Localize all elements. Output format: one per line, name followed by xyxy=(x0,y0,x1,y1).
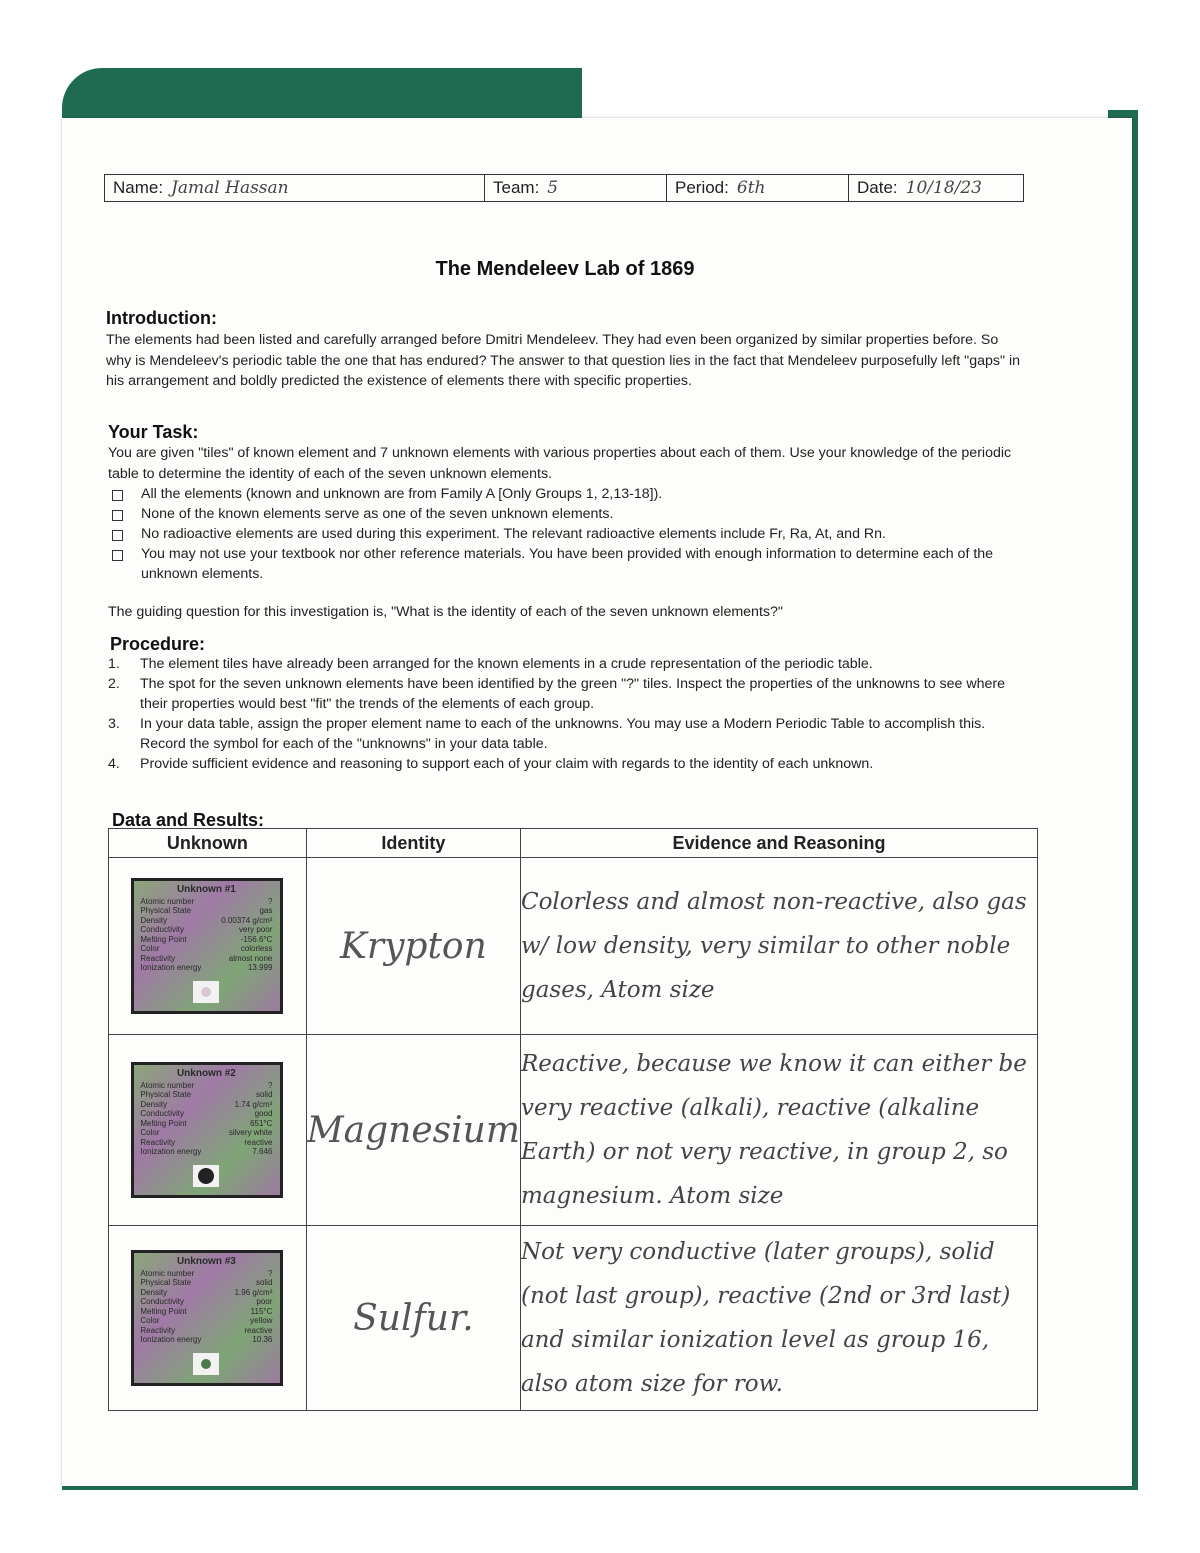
identity-cell: Sulfur. xyxy=(306,1226,520,1411)
tile-property: Melting Point 651°C xyxy=(140,1118,273,1128)
tile-property: Density 1.74 g/cm³ xyxy=(140,1099,273,1109)
element-tile xyxy=(131,878,283,1014)
list-item: 2. The spot for the seven unknown elements have been identified by the green "?" tiles. Inspect the properties of the unknowns to see where their properties would best "fit" the trends of the elements of each group. xyxy=(108,676,1006,712)
list-item: You may not use your textbook nor other reference materials. You have been provided with enough information to determine each of the unknown elements. xyxy=(108,544,1020,584)
tile-title: Unknown #2 xyxy=(176,1068,236,1080)
procedure-list xyxy=(108,654,1026,774)
date-label: Date: xyxy=(857,178,898,197)
checkbox-icon xyxy=(112,510,123,521)
tile-property: Atomic number ? xyxy=(140,1268,273,1278)
sample-photo xyxy=(193,1165,219,1187)
team-value: 5 xyxy=(547,178,559,198)
list-item: None of the known elements serve as one of the seven unknown elements. xyxy=(108,504,1020,524)
sample-photo xyxy=(193,1353,219,1375)
task-heading: Your Task: xyxy=(108,422,199,442)
tile-property: Physical State gas xyxy=(140,906,273,916)
tile-property: Melting Point -156.6°C xyxy=(140,934,273,944)
unknown-cell xyxy=(109,858,307,1035)
date-cell xyxy=(849,175,1023,201)
identity-cell: Krypton xyxy=(306,858,520,1035)
tile-property: Conductivity very poor xyxy=(140,925,273,935)
name-value: Jamal Hassan xyxy=(171,178,289,198)
evidence-cell: Colorless and almost non-reactive, also gas w/ low density, very similar to other noble gases, Atom size xyxy=(520,858,1037,1035)
team-label: Team: xyxy=(493,178,540,197)
period-value: 6th xyxy=(736,178,766,198)
table-row xyxy=(109,1226,1038,1411)
tile-title: Unknown #3 xyxy=(176,1256,236,1268)
tile-property: Density 1.96 g/cm³ xyxy=(140,1287,273,1297)
element-tile xyxy=(131,1250,283,1386)
tile-property: Conductivity good xyxy=(140,1109,273,1119)
list-item: 4. Provide sufficient evidence and reasoning to support each of your claim with regards to the identity of each unknown. xyxy=(108,756,874,772)
tile-property: Conductivity poor xyxy=(140,1297,273,1307)
date-value: 10/18/23 xyxy=(905,178,982,198)
checkbox-icon xyxy=(112,490,123,501)
checkbox-icon xyxy=(112,530,123,541)
unknown-cell xyxy=(109,1226,307,1411)
evidence-cell: Reactive, because we know it can either be very reactive (alkali), reactive (alkaline Earth) or not very reactive, in group 2, so magnesium. Atom size xyxy=(520,1035,1037,1226)
element-tile xyxy=(131,1062,283,1198)
task-text: You are given "tiles" of known element and 7 unknown elements with various properties about each of them. Use your knowledge of the periodic table to determine the identity of each of the seven unknown elements. xyxy=(108,445,1012,482)
name-label: Name: xyxy=(113,178,164,197)
tile-property: Color colorless xyxy=(140,944,273,954)
tile-property: Reactivity reactive xyxy=(140,1325,273,1335)
tile-property: Reactivity reactive xyxy=(140,1137,273,1147)
procedure-heading: Procedure: xyxy=(110,634,206,654)
identity-cell: Magnesium xyxy=(306,1035,520,1226)
table-row xyxy=(109,858,1038,1035)
results-heading: Data and Results: xyxy=(112,810,265,830)
tile-property: Physical State solid xyxy=(140,1090,273,1100)
tile-property: Atomic number ? xyxy=(140,1080,273,1090)
tile-property: Reactivity almost none xyxy=(140,953,273,963)
unknown-cell xyxy=(109,1035,307,1226)
tile-property: Ionization energy 7.646 xyxy=(140,1147,273,1157)
sample-dot xyxy=(198,1168,214,1184)
column-header-evidence: Evidence and Reasoning xyxy=(520,829,1037,858)
period-label: Period: xyxy=(675,178,729,197)
sample-dot xyxy=(201,987,211,997)
sample-dot xyxy=(201,1359,211,1369)
guiding-question: The guiding question for this investigation is, "What is the identity of each of the seven unknown elements?" xyxy=(108,604,783,620)
tile-property: Color silvery white xyxy=(140,1128,273,1138)
tile-property: Atomic number ? xyxy=(140,896,273,906)
task-bullet-list xyxy=(108,484,1020,584)
introduction-text: The elements had been listed and carefully arranged before Dmitri Mendeleev. They had even been organized by similar properties before. So why is Mendeleev's periodic table the one that has endured? The answer to that question lies in the fact that Mendeleev purposefully left "gaps" in his arrangement and boldly predicted the existence of elements there with specific properties. xyxy=(106,332,1020,389)
tile-property: Ionization energy 10.36 xyxy=(140,1335,273,1345)
evidence-cell: Not very conductive (later groups), solid (not last group), reactive (2nd or 3rd last) and similar ionization level as group 16, also atom size for row. xyxy=(520,1226,1037,1411)
column-header-unknown: Unknown xyxy=(109,829,307,858)
folder-top xyxy=(62,68,582,120)
tile-title: Unknown #1 xyxy=(176,884,236,896)
table-row xyxy=(109,1035,1038,1226)
list-item: 1. The element tiles have already been arranged for the known elements in a crude representation of the periodic table. xyxy=(108,656,873,672)
page-title: The Mendeleev Lab of 1869 xyxy=(435,258,695,280)
sample-photo xyxy=(193,981,219,1003)
introduction-heading: Introduction: xyxy=(106,308,217,328)
tile-property: Physical State solid xyxy=(140,1278,273,1288)
checkbox-icon xyxy=(112,550,123,561)
tile-property: Ionization energy 13.999 xyxy=(140,963,273,973)
list-item: All the elements (known and unknown are from Family A [Only Groups 1, 2,13-18]). xyxy=(108,484,1020,504)
tile-property: Melting Point 115°C xyxy=(140,1306,273,1316)
results-table xyxy=(108,828,1038,1411)
tile-property: Color yellow xyxy=(140,1316,273,1326)
team-cell xyxy=(485,175,667,201)
name-cell xyxy=(105,175,485,201)
student-info-table xyxy=(104,174,1024,202)
tile-property: Density 0.00374 g/cm³ xyxy=(140,915,273,925)
column-header-identity: Identity xyxy=(306,829,520,858)
list-item: 3. In your data table, assign the proper element name to each of the unknowns. You may use a Modern Periodic Table to accomplish this. Record the symbol for each of the "unknowns" in your data table. xyxy=(108,716,986,752)
list-item: No radioactive elements are used during this experiment. The relevant radioactive elements include Fr, Ra, At, and Rn. xyxy=(108,524,1020,544)
period-cell xyxy=(667,175,849,201)
